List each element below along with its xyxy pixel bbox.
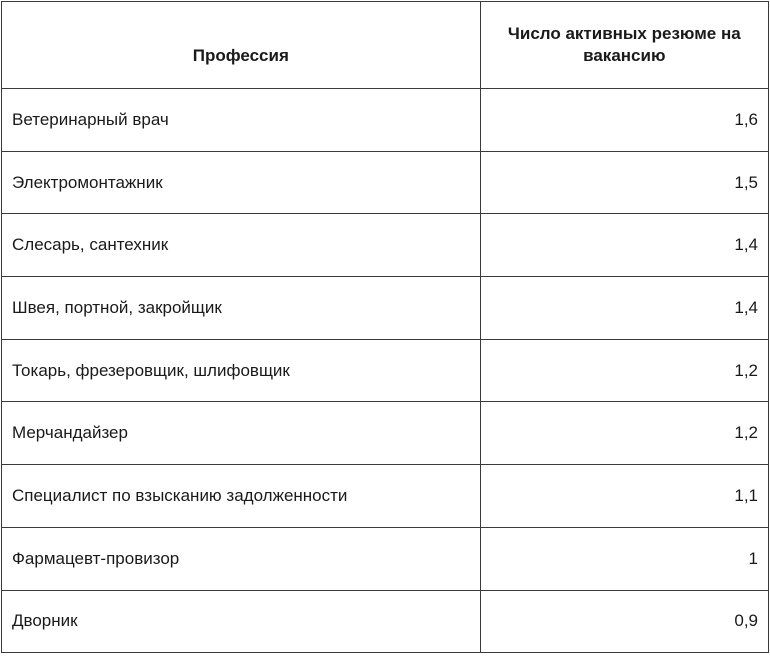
ratio-cell: 1,2 [480, 402, 768, 465]
ratio-cell: 1,1 [480, 465, 768, 528]
table-row [2, 214, 769, 277]
profession-cell: Дворник [2, 590, 481, 653]
ratio-cell: 0,9 [480, 590, 768, 653]
profession-cell: Ветеринарный врач [2, 89, 481, 152]
header-profession: Профессия [2, 2, 481, 89]
profession-cell: Токарь, фрезеровщик, шлифовщик [2, 339, 481, 402]
table-row [2, 277, 769, 340]
table-row [2, 465, 769, 528]
ratio-cell: 1,2 [480, 339, 768, 402]
profession-cell: Швея, портной, закройщик [2, 277, 481, 340]
profession-cell: Мерчандайзер [2, 402, 481, 465]
profession-cell: Фармацевт-провизор [2, 527, 481, 590]
ratio-cell: 1,4 [480, 214, 768, 277]
professions-table [1, 1, 769, 653]
table-row [2, 339, 769, 402]
table-row [2, 89, 769, 152]
profession-cell: Специалист по взысканию задолженности [2, 465, 481, 528]
table-row [2, 527, 769, 590]
table-row [2, 402, 769, 465]
ratio-cell: 1,4 [480, 277, 768, 340]
ratio-cell: 1,6 [480, 89, 768, 152]
table-row [2, 590, 769, 653]
table-row [2, 151, 769, 214]
header-ratio: Число активных резюме на вакансию [480, 2, 768, 89]
table-header-row [2, 2, 769, 89]
profession-cell: Слесарь, сантехник [2, 214, 481, 277]
ratio-cell: 1 [480, 527, 768, 590]
ratio-cell: 1,5 [480, 151, 768, 214]
profession-cell: Электромонтажник [2, 151, 481, 214]
